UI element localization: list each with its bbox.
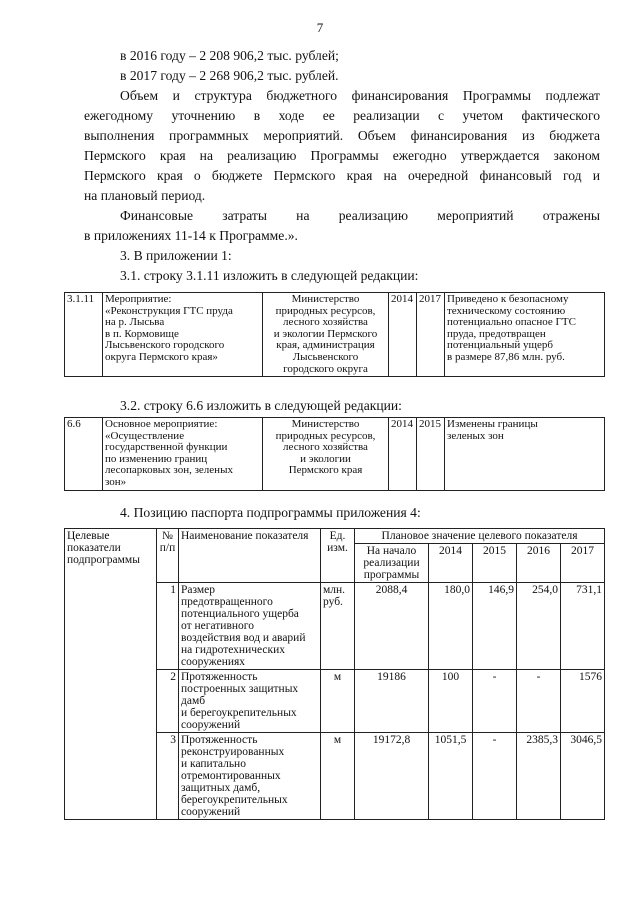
start-value: 19186	[355, 670, 429, 733]
value-2014: 1051,5	[429, 733, 473, 820]
start-header: На начало реализации программы	[355, 544, 429, 583]
year-2014-header: 2014	[429, 544, 473, 583]
text-line: в 2016 году – 2 208 906,2 тыс. рублей;	[120, 48, 339, 63]
text-line: в 2017 году – 2 268 906,2 тыс. рублей.	[120, 68, 339, 83]
expected-result: Изменены границы зеленых зон	[445, 418, 605, 491]
text-line: выполнения программных мероприятий. Объем финансирования из бюджета	[84, 128, 600, 143]
page-number: 7	[316, 20, 324, 35]
section-heading: 3.1. строку 3.1.11 изложить в следующей редакции:	[120, 268, 419, 283]
indicator-name: Протяженность построенных защитных дамб и берегоукрепительных сооружений	[179, 670, 321, 733]
unit: млн. руб.	[321, 583, 355, 670]
value-2014: 100	[429, 670, 473, 733]
year-2016-header: 2016	[517, 544, 561, 583]
value-2016: 2385,3	[517, 733, 561, 820]
value-2016: 254,0	[517, 583, 561, 670]
planned-value-header: Плановое значение целевого показателя	[355, 529, 605, 544]
unit-header: Ед. изм.	[321, 529, 355, 583]
unit: м	[321, 670, 355, 733]
text-line: Финансовые затраты на реализацию мероприятий отражены	[120, 208, 600, 223]
year-2015-header: 2015	[473, 544, 517, 583]
section-heading: 4. Позицию паспорта подпрограммы приложения 4:	[120, 505, 421, 520]
value-2017: 731,1	[561, 583, 605, 670]
start-value: 2088,4	[355, 583, 429, 670]
row-num: 3	[157, 733, 179, 820]
text-line: 3. В приложении 1:	[120, 248, 232, 263]
row-code: 6.6	[65, 418, 103, 491]
value-2016: -	[517, 670, 561, 733]
activity-name: Основное мероприятие: «Осуществление государственной функции по изменению границ лесопарковых зон, зеленых зон»	[103, 418, 263, 491]
section-heading-wrap	[84, 503, 600, 523]
table-row	[65, 418, 605, 491]
value-2017: 1576	[561, 670, 605, 733]
year-end: 2015	[417, 418, 445, 491]
section-heading-wrap	[84, 396, 600, 416]
year-start: 2014	[389, 293, 417, 377]
executor: Министерство природных ресурсов, лесного хозяйства и экологии Пермского края	[263, 418, 389, 491]
value-2017: 3046,5	[561, 733, 605, 820]
value-2015: -	[473, 670, 517, 733]
executor: Министерство природных ресурсов, лесного хозяйства и экологии Пермского края, администрация Лысьвенского городского округа	[263, 293, 389, 377]
indicator-name: Размер предотвращенного потенциального ущерба от негативного воздействия вод и аварий на гидротехнических сооружениях	[179, 583, 321, 670]
unit: м	[321, 733, 355, 820]
start-value: 19172,8	[355, 733, 429, 820]
value-2014: 180,0	[429, 583, 473, 670]
target-indicators-table	[64, 528, 605, 820]
num-header: № п/п	[157, 529, 179, 583]
expected-result: Приведено к безопасному техническому состоянию потенциально опасное ГТС пруда, предотвращен потенциальный ущерб в размере 87,86 млн. руб.	[445, 293, 605, 377]
section-heading: 3.2. строку 6.6 изложить в следующей редакции:	[120, 398, 402, 413]
row-num: 2	[157, 670, 179, 733]
year-end: 2017	[417, 293, 445, 377]
text-line: ежегодному уточнению в ходе ее реализации с учетом фактического	[84, 108, 600, 123]
targets-header: Целевые показатели подпрограммы	[65, 529, 157, 820]
document-body	[84, 46, 600, 286]
year-2017-header: 2017	[561, 544, 605, 583]
text-line: на плановый период.	[84, 188, 206, 203]
table-row	[65, 293, 605, 377]
row-code: 3.1.11	[65, 293, 103, 377]
text-line: Пермского края о бюджете Пермского края на очередной финансовый год и	[84, 168, 600, 183]
text-line: в приложениях 11-14 к Программе.».	[84, 228, 298, 243]
value-2015: -	[473, 733, 517, 820]
year-start: 2014	[389, 418, 417, 491]
text-line: Объем и структура бюджетного финансирования Программы подлежат	[120, 88, 600, 103]
table-row-3-1-11	[64, 292, 605, 377]
row-num: 1	[157, 583, 179, 670]
indicator-name: Протяженность реконструированных и капитально отремонтированных защитных дамб, берегоукрепительных сооружений	[179, 733, 321, 820]
text-line: Пермского края на реализацию Программы ежегодно утверждается законом	[84, 148, 600, 163]
activity-name: Мероприятие: «Реконструкция ГТС пруда на р. Лысьва в п. Кормовище Лысьвенского городского округа Пермского края»	[103, 293, 263, 377]
table-header-row	[65, 529, 605, 544]
indicator-header: Наименование показателя	[179, 529, 321, 583]
value-2015: 146,9	[473, 583, 517, 670]
table-row-6-6	[64, 417, 605, 491]
